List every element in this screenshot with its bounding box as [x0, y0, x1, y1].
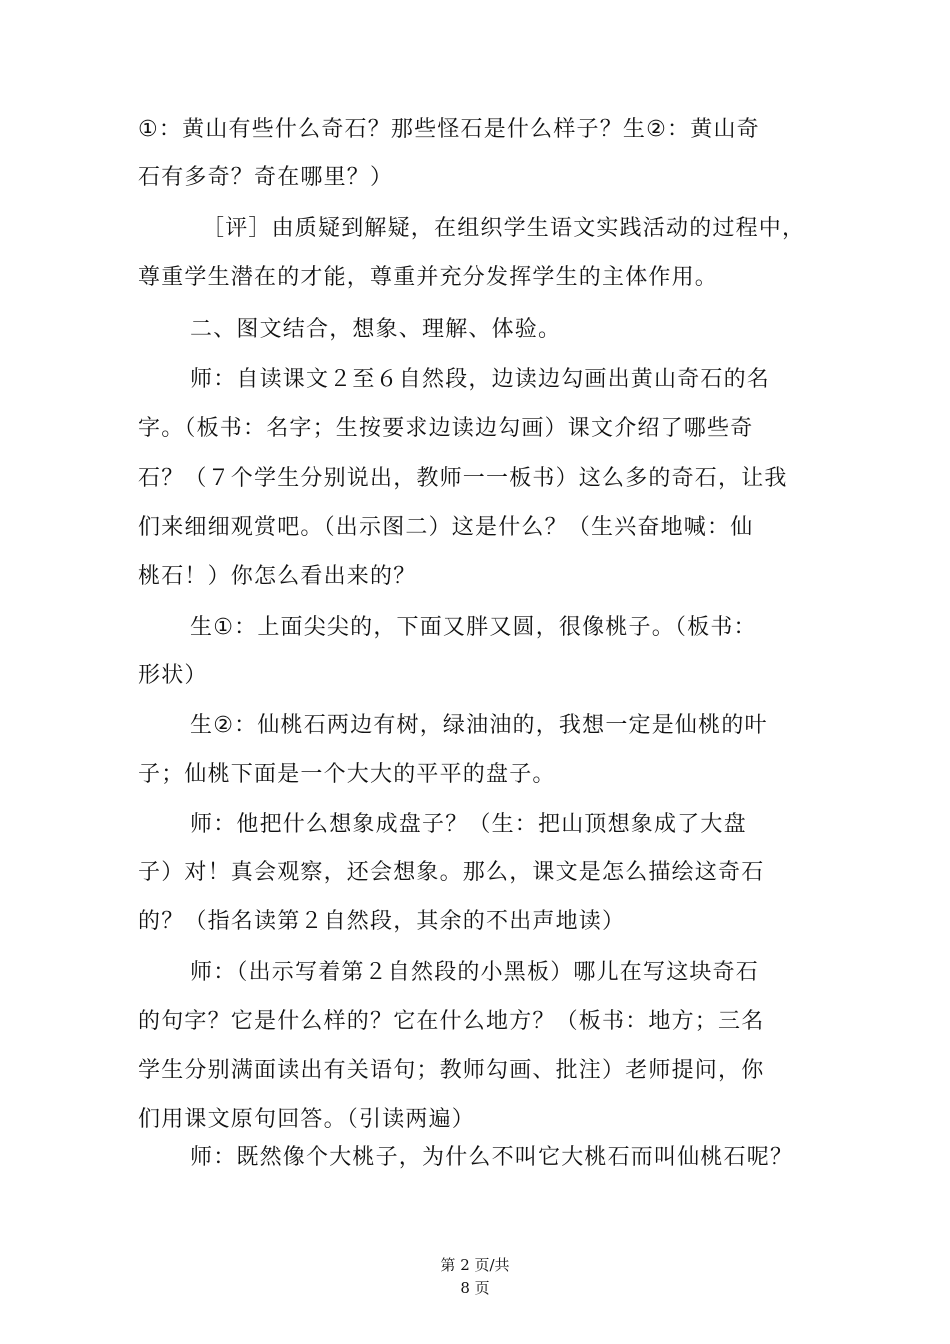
text-line: 子）对！真会观察，还会想象。那么，课文是怎么描绘这奇石: [138, 860, 765, 885]
text-line: 的句字？它是什么样的？它在什么地方？（板书：地方；三名: [138, 1009, 765, 1034]
text-line: ①：黄山有些什么奇石？那些怪石是什么样子？生②：黄山奇: [138, 117, 760, 142]
text-line: 生②：仙桃石两边有树，绿油油的，我想一定是仙桃的叶: [190, 713, 768, 738]
page-number-line2: 8 页: [460, 1279, 490, 1297]
text-line: 石？（７个学生分别说出，教师一一板书）这么多的奇石，让我: [138, 466, 788, 491]
text-line: 桃石！）你怎么看出来的？: [138, 564, 417, 589]
text-line: 们用课文原句回答。（引读两遍）: [138, 1107, 476, 1132]
text-line: 学生分别满面读出有关语句；教师勾画、批注）老师提问，你: [138, 1058, 765, 1083]
text-line: ［评］由质疑到解疑，在组织学生语文实践活动的过程中，: [202, 216, 806, 241]
text-line: 形状）: [138, 663, 208, 688]
text-line: 师：（出示写着第２自然段的小黑板）哪儿在写这块奇石: [190, 960, 760, 985]
text-line: 子；仙桃下面是一个大大的平平的盘子。: [138, 762, 556, 787]
text-line: 生①：上面尖尖的，下面又胖又圆，很像桃子。（板书：: [190, 615, 757, 640]
text-line: 师：他把什么想象成盘子？（生：把山顶想象成了大盘: [190, 812, 747, 837]
text-line: 尊重学生潜在的才能，尊重并充分发挥学生的主体作用。: [138, 265, 719, 290]
page-number-line1: 第 2 页/共: [440, 1256, 510, 1274]
text-line: 字。（板书：名字；生按要求边读边勾画）课文介绍了哪些奇: [138, 416, 754, 441]
section-heading: 二、图文结合，想象、理解、体验。: [190, 317, 562, 342]
text-line: 们来细细观赏吧。（出示图二）这是什么？（生兴奋地喊：仙: [138, 515, 754, 540]
text-line: 师：自读课文２至６自然段，边读边勾画出黄山奇石的名: [190, 367, 771, 392]
text-line: 石有多奇？奇在哪里？）: [138, 165, 394, 190]
text-line: 的？（指名读第２自然段，其余的不出声地读）: [138, 909, 626, 934]
text-line: 师：既然像个大桃子，为什么不叫它大桃石而叫仙桃石呢？: [190, 1145, 794, 1170]
